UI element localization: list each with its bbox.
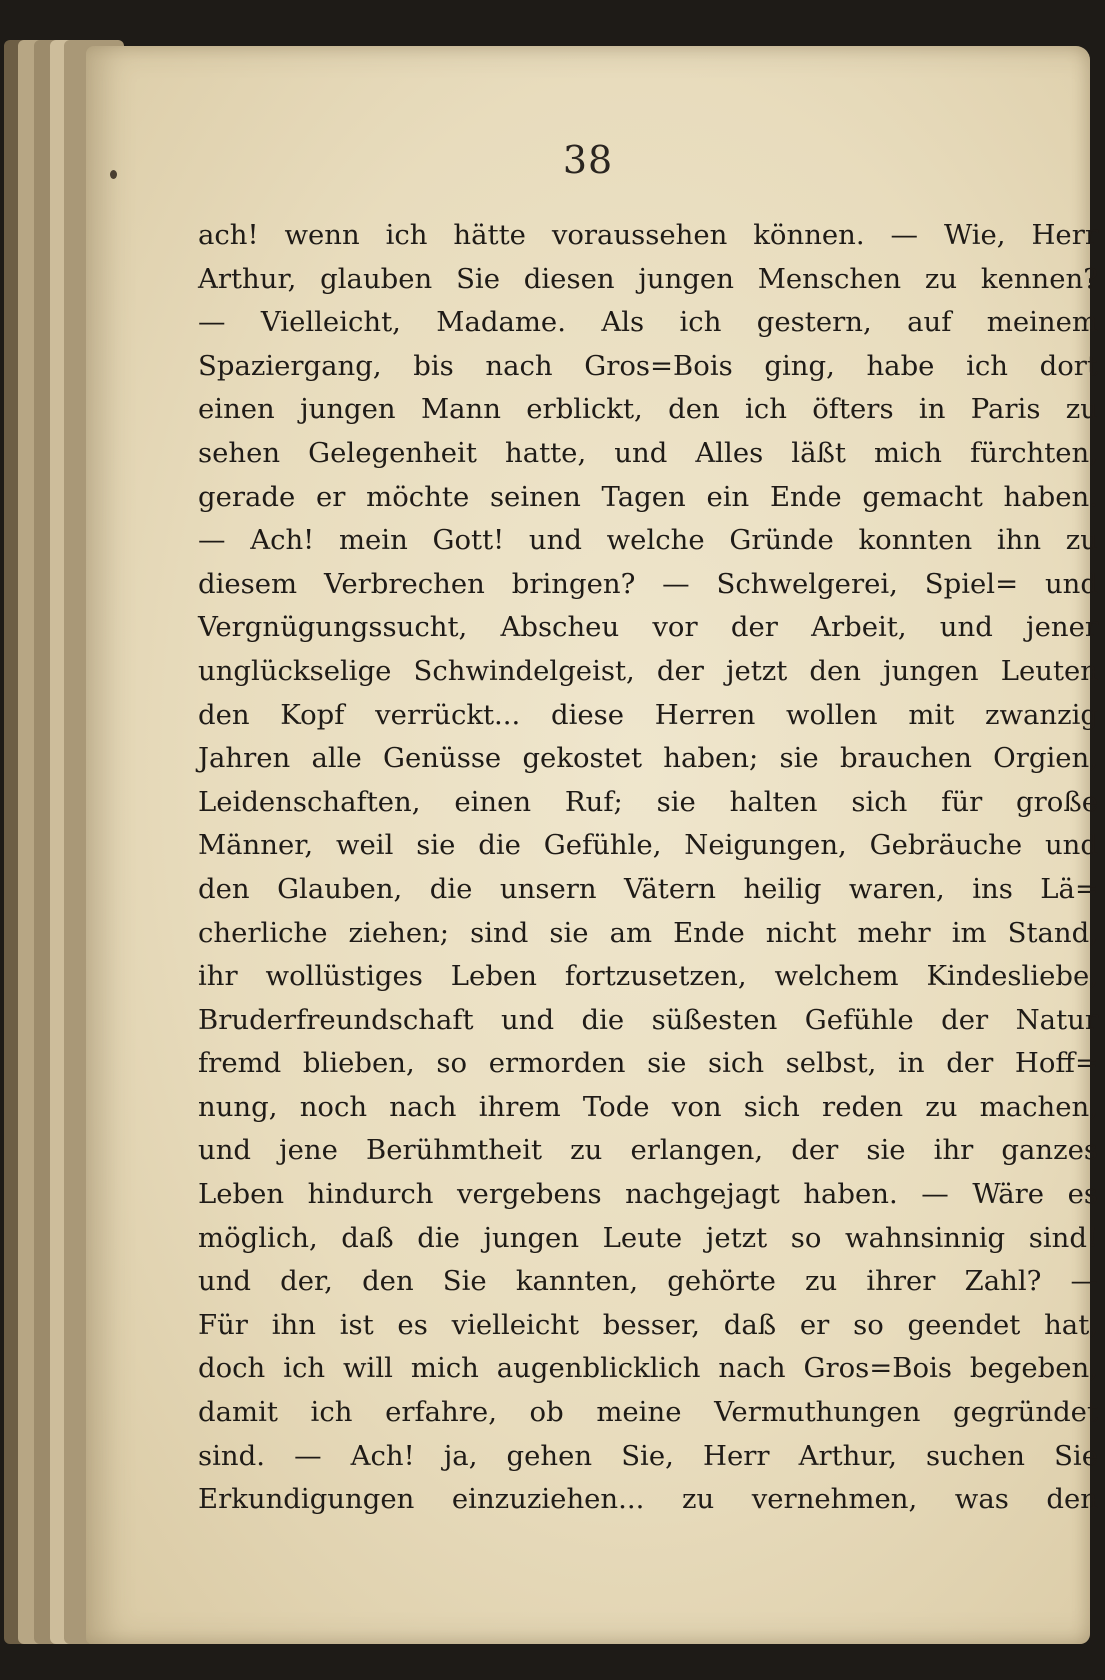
text-line: doch ich will mich augenblicklich nach Gros=Bois begeben, — [198, 1352, 1098, 1385]
text-line: den Kopf verrückt... diese Herren wollen mit zwanzig — [198, 698, 1098, 731]
text-line: cherliche ziehen; sind sie am Ende nicht mehr im Stand, — [198, 916, 1098, 949]
text-line: Spaziergang, bis nach Gros=Bois ging, habe ich dort — [198, 349, 1098, 382]
text-line: nung, noch nach ihrem Tode von sich reden zu machen, — [198, 1090, 1098, 1123]
book-page — [86, 46, 1098, 1644]
text-line: — Ach! mein Gott! und welche Gründe konnten ihn zu — [198, 524, 1098, 557]
text-line: möglich, daß die jungen Leute jetzt so wahnsinnig sind! — [198, 1221, 1098, 1254]
text-line: und jene Berühmtheit zu erlangen, der sie ihr ganzes — [198, 1134, 1098, 1167]
book-cover-edge — [0, 0, 1105, 48]
text-line: Erkundigungen einzuziehen... zu vernehmen, was den — [198, 1483, 1098, 1516]
text-line: Für ihn ist es vielleicht besser, daß er so geendet hat, — [198, 1308, 1098, 1341]
text-line: ach! wenn ich hätte voraussehen können. — Wie, Herr — [198, 219, 1098, 251]
text-line: Bruderfreundschaft und die süßesten Gefühle der Natur — [198, 1003, 1098, 1036]
text-line: — Vielleicht, Madame. Als ich gestern, auf meinem — [198, 306, 1098, 339]
text-line: sind. — Ach! ja, gehen Sie, Herr Arthur, suchen Sie — [198, 1439, 1098, 1472]
text-line: einen jungen Mann erblickt, den ich öfters in Paris zu — [198, 393, 1098, 426]
text-line: gerade er möchte seinen Tagen ein Ende gemacht haben. — [198, 480, 1098, 513]
text-line: unglückselige Schwindelgeist, der jetzt den jungen Leuten — [198, 654, 1098, 687]
text-line: den Glauben, die unsern Vätern heilig waren, ins Lä= — [198, 872, 1098, 905]
text-line: Männer, weil sie die Gefühle, Neigungen, Gebräuche und — [198, 829, 1098, 862]
text-line: ihr wollüstiges Leben fortzusetzen, welchem Kindesliebe, — [198, 960, 1098, 993]
body-text — [198, 214, 1098, 1522]
text-line: sehen Gelegenheit hatte, und Alles läßt mich fürchten, — [198, 436, 1098, 469]
text-line: diesem Verbrechen bringen? — Schwelgerei, Spiel= und — [198, 567, 1098, 600]
page-number: 38 — [562, 138, 614, 182]
text-line: fremd blieben, so ermorden sie sich selbst, in der Hoff= — [198, 1047, 1098, 1080]
text-line: damit ich erfahre, ob meine Vermuthungen gegründet — [198, 1396, 1098, 1429]
text-line: Vergnügungssucht, Abscheu vor der Arbeit, und jener — [198, 611, 1098, 644]
text-line: Leben hindurch vergebens nachgejagt haben. — Wäre es — [198, 1178, 1098, 1211]
text-line: Arthur, glauben Sie diesen jungen Menschen zu kennen? — [198, 262, 1098, 295]
text-line: Leidenschaften, einen Ruf; sie halten sich für große — [198, 785, 1098, 818]
text-line: Jahren alle Genüsse gekostet haben; sie brauchen Orgien, — [198, 742, 1098, 775]
text-line: und der, den Sie kannten, gehörte zu ihrer Zahl? — — [198, 1265, 1098, 1298]
